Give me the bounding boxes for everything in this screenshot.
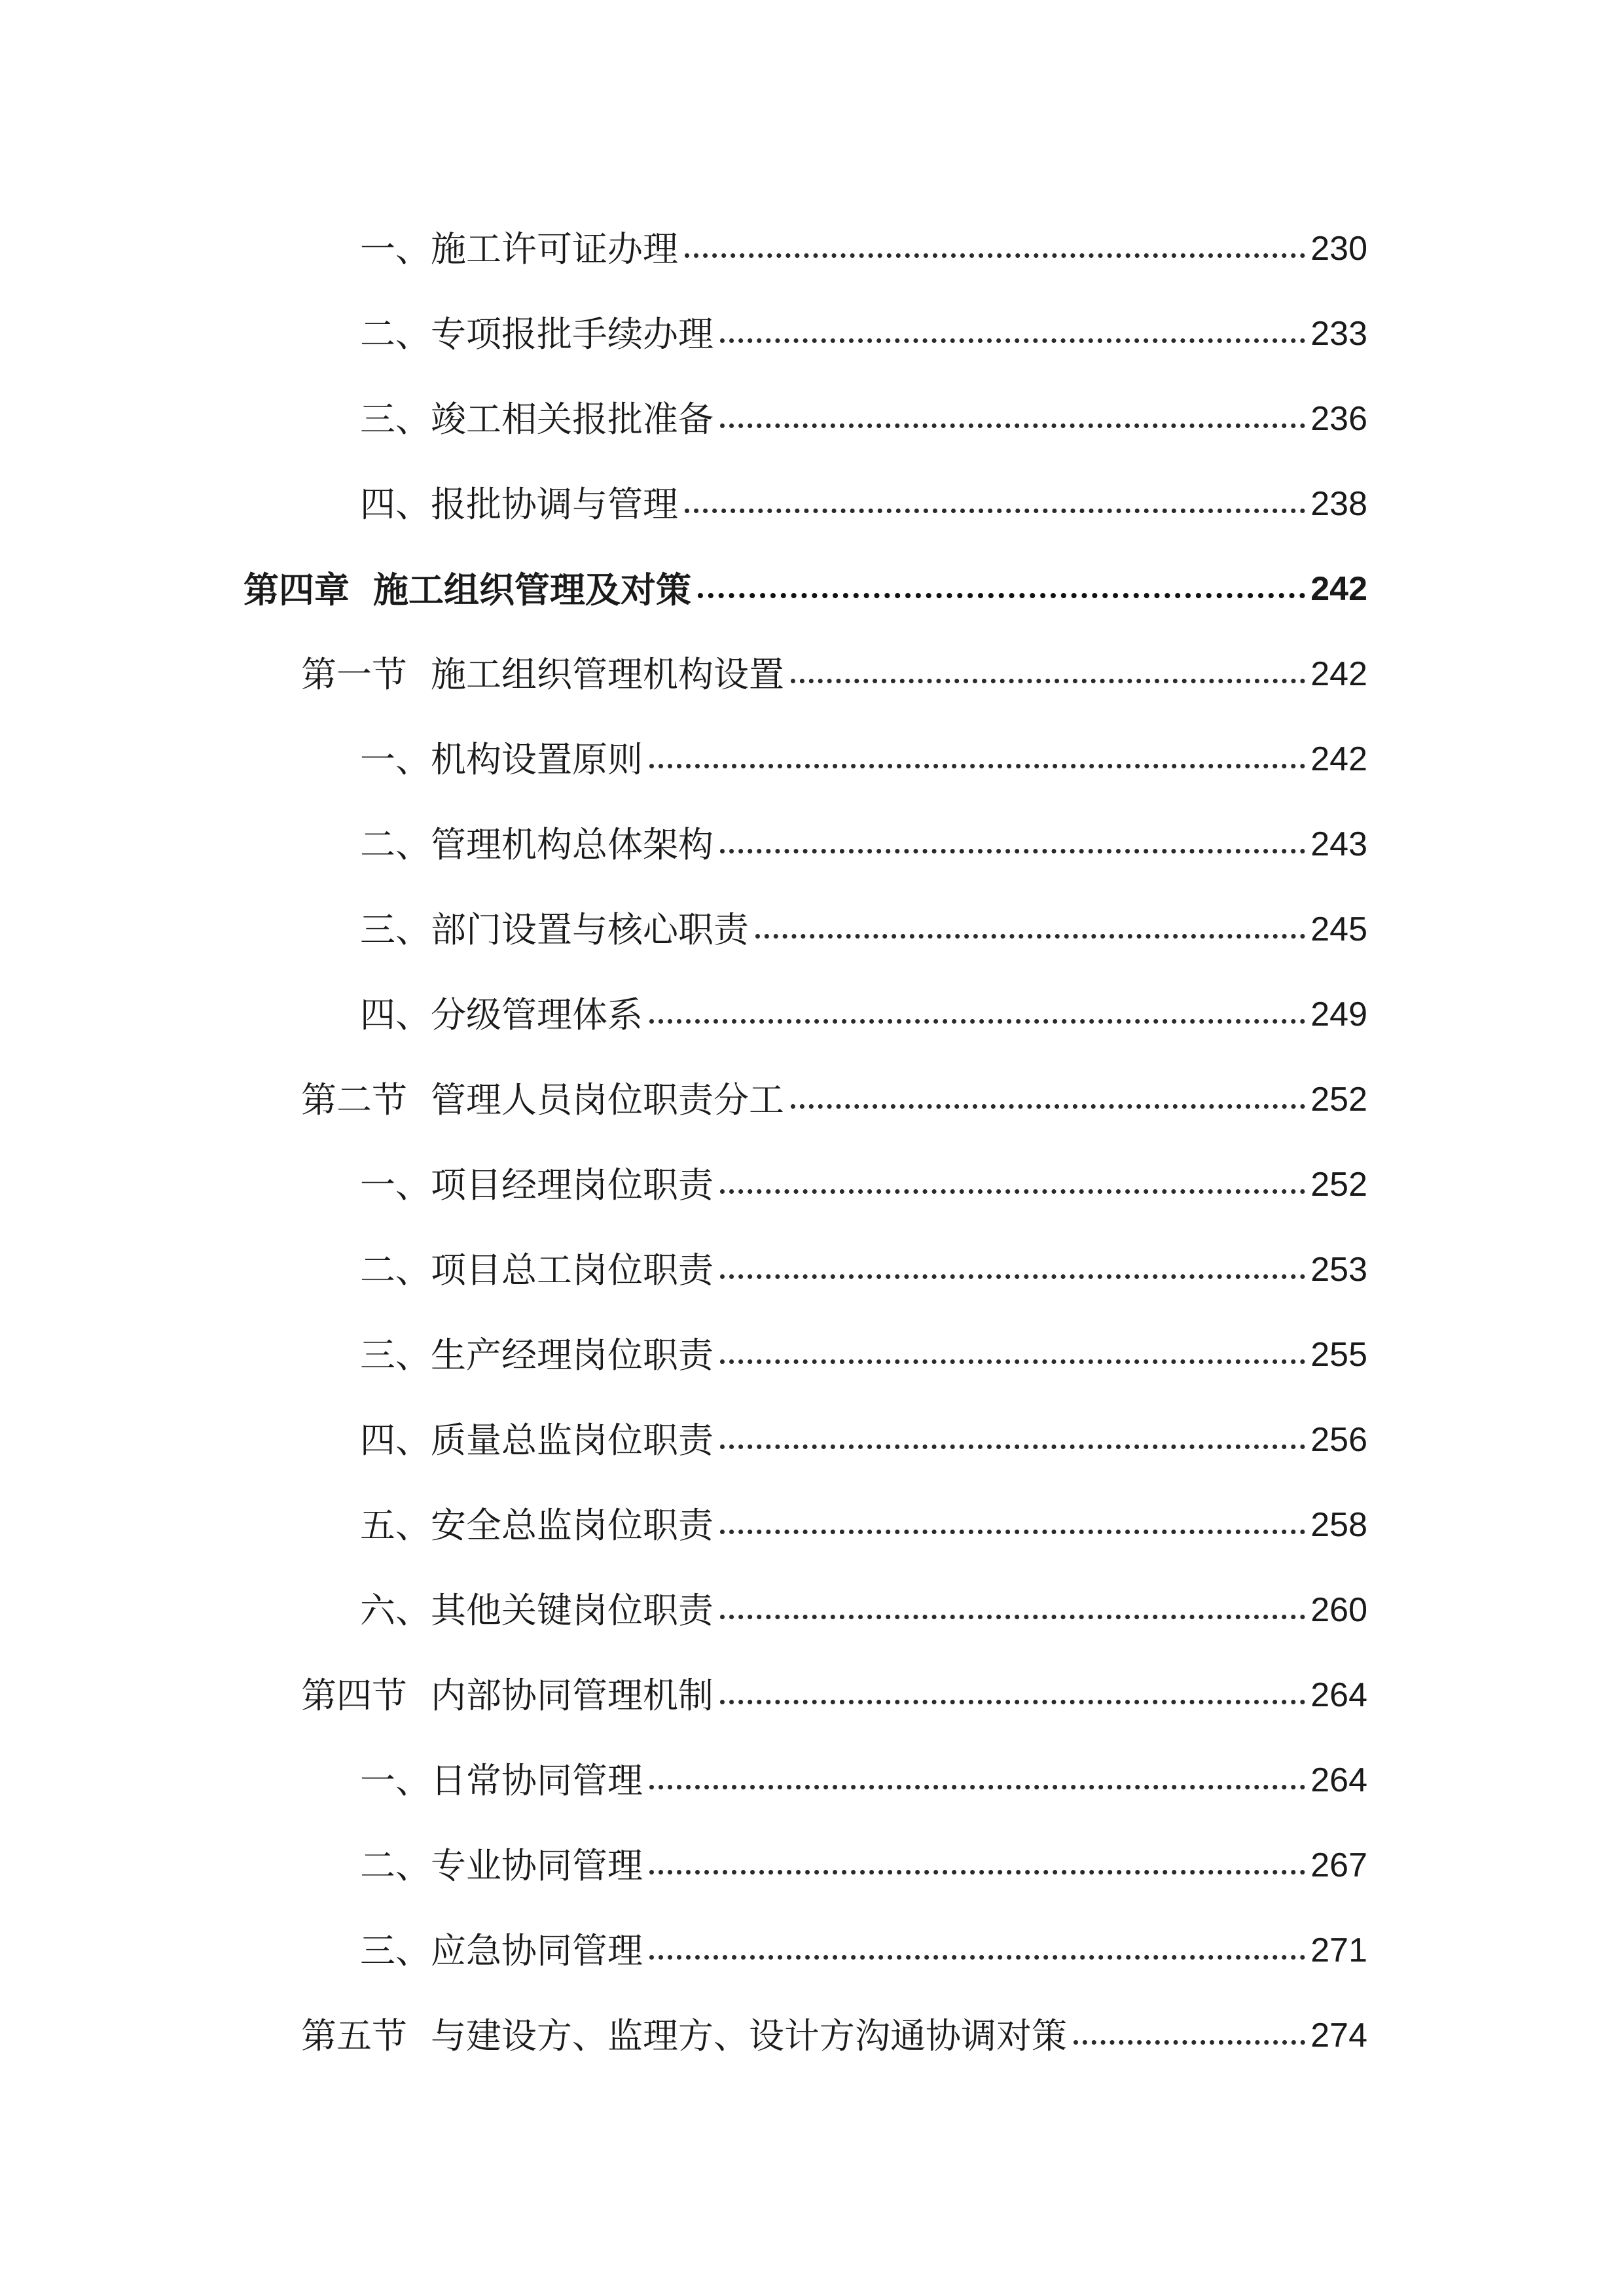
toc-entry-title: 一、施工许可证办理 bbox=[360, 228, 678, 270]
dot-leader bbox=[649, 1019, 1305, 1024]
toc-entry-title: 二、专项报批手续办理 bbox=[360, 314, 713, 355]
toc-entry-title: 四、报批协调与管理 bbox=[360, 484, 678, 525]
toc-entry-title: 三、部门设置与核心职责 bbox=[360, 909, 749, 950]
toc-entry-page: 267 bbox=[1310, 1846, 1367, 1884]
dot-leader bbox=[685, 253, 1305, 258]
toc-entry-title: 四、分级管理体系 bbox=[360, 994, 643, 1035]
toc-entry-page: 242 bbox=[1310, 740, 1367, 778]
dot-leader bbox=[649, 764, 1305, 768]
toc-entry-page: 243 bbox=[1310, 825, 1367, 863]
toc-entry-title: 四、质量总监岗位职责 bbox=[360, 1420, 713, 1461]
chapter-number: 第四章 bbox=[244, 569, 350, 611]
toc-section-entry[interactable] bbox=[301, 1657, 1367, 1716]
toc-entry-page: 274 bbox=[1310, 2017, 1367, 2054]
toc-chapter-entry[interactable] bbox=[244, 551, 1367, 610]
toc-entry[interactable] bbox=[360, 891, 1367, 950]
dot-leader bbox=[649, 1955, 1305, 1960]
dot-leader bbox=[698, 593, 1305, 598]
toc-entry-title: 一、机构设置原则 bbox=[360, 739, 643, 780]
toc-entry-page: 253 bbox=[1310, 1251, 1367, 1289]
toc-entry-title: 五、安全总监岗位职责 bbox=[360, 1505, 713, 1546]
toc-entry-page: 260 bbox=[1310, 1591, 1367, 1629]
toc-entry-title: 二、项目总工岗位职责 bbox=[360, 1249, 713, 1291]
toc-entry-page: 242 bbox=[1310, 570, 1367, 608]
toc-entry[interactable] bbox=[360, 1742, 1367, 1801]
toc-entry-page: 264 bbox=[1310, 1676, 1367, 1714]
toc-section-entry[interactable] bbox=[301, 1998, 1367, 2056]
toc-entry-page: 258 bbox=[1310, 1506, 1367, 1544]
toc-entry-title bbox=[244, 569, 691, 611]
toc-entry-page: 238 bbox=[1310, 485, 1367, 523]
dot-leader bbox=[720, 1615, 1305, 1619]
toc-entry-title bbox=[301, 1675, 713, 1716]
toc-entry-page: 252 bbox=[1310, 1081, 1367, 1119]
toc-entry-page: 249 bbox=[1310, 996, 1367, 1033]
dot-leader bbox=[720, 423, 1305, 428]
toc-entry-page: 245 bbox=[1310, 910, 1367, 948]
toc-entry[interactable] bbox=[360, 1147, 1367, 1206]
toc-entry[interactable] bbox=[360, 466, 1367, 525]
toc-entry-title: 六、其他关键岗位职责 bbox=[360, 1590, 713, 1631]
chapter-label: 施工组织管理及对策 bbox=[373, 569, 691, 611]
toc-entry-page: 236 bbox=[1310, 400, 1367, 438]
dot-leader bbox=[720, 1274, 1305, 1279]
toc-entry-page: 230 bbox=[1310, 230, 1367, 268]
toc-section-entry[interactable] bbox=[301, 1062, 1367, 1121]
section-number: 第一节 bbox=[301, 654, 407, 695]
toc-entry-title: 三、竣工相关报批准备 bbox=[360, 399, 713, 440]
toc-entry-page: 242 bbox=[1310, 655, 1367, 693]
dot-leader bbox=[685, 509, 1305, 513]
toc-entry-page: 233 bbox=[1310, 315, 1367, 353]
dot-leader bbox=[791, 1104, 1305, 1109]
toc-entry[interactable] bbox=[360, 1487, 1367, 1546]
toc-entry-title: 一、项目经理岗位职责 bbox=[360, 1164, 713, 1206]
section-number: 第四节 bbox=[301, 1675, 407, 1716]
dot-leader bbox=[720, 1700, 1305, 1704]
dot-leader bbox=[755, 934, 1305, 939]
dot-leader bbox=[720, 1444, 1305, 1449]
toc-entry[interactable] bbox=[360, 1317, 1367, 1376]
dot-leader bbox=[720, 849, 1305, 853]
section-label: 内部协同管理机制 bbox=[431, 1675, 713, 1716]
section-label: 管理人员岗位职责分工 bbox=[431, 1079, 784, 1121]
toc-entry[interactable] bbox=[360, 721, 1367, 780]
dot-leader bbox=[791, 679, 1305, 683]
toc-entry-title: 三、生产经理岗位职责 bbox=[360, 1335, 713, 1376]
toc-entry-title: 二、管理机构总体架构 bbox=[360, 824, 713, 865]
toc-entry[interactable] bbox=[360, 1572, 1367, 1631]
section-number: 第二节 bbox=[301, 1079, 407, 1121]
toc-entry[interactable] bbox=[360, 381, 1367, 440]
toc-entry-title: 三、应急协同管理 bbox=[360, 1930, 643, 1971]
toc-entry[interactable] bbox=[360, 1827, 1367, 1886]
dot-leader bbox=[649, 1870, 1305, 1874]
toc-entry[interactable] bbox=[360, 1232, 1367, 1291]
section-number: 第五节 bbox=[301, 2015, 407, 2056]
toc-entry[interactable] bbox=[360, 296, 1367, 355]
dot-leader bbox=[720, 1189, 1305, 1194]
toc-entry-page: 271 bbox=[1310, 1931, 1367, 1969]
toc-entry-title: 二、专业协同管理 bbox=[360, 1845, 643, 1886]
dot-leader bbox=[649, 1785, 1305, 1789]
dot-leader bbox=[720, 1359, 1305, 1364]
toc-section-entry[interactable] bbox=[301, 636, 1367, 695]
toc-entry-page: 256 bbox=[1310, 1421, 1367, 1459]
dot-leader bbox=[1074, 2040, 1305, 2045]
toc-entry-page: 252 bbox=[1310, 1166, 1367, 1204]
toc-entry[interactable] bbox=[360, 977, 1367, 1035]
toc-entry[interactable] bbox=[360, 211, 1367, 270]
dot-leader bbox=[720, 338, 1305, 343]
toc-entry-title bbox=[301, 654, 784, 695]
toc-entry-page: 264 bbox=[1310, 1761, 1367, 1799]
toc-entry-title: 一、日常协同管理 bbox=[360, 1760, 643, 1801]
section-label: 施工组织管理机构设置 bbox=[431, 654, 784, 695]
toc-entry-title bbox=[301, 2015, 1067, 2056]
toc-entry[interactable] bbox=[360, 1912, 1367, 1971]
toc-entry-title bbox=[301, 1079, 784, 1121]
toc-entry[interactable] bbox=[360, 1402, 1367, 1461]
toc-entry-page: 255 bbox=[1310, 1336, 1367, 1374]
dot-leader bbox=[720, 1530, 1305, 1534]
section-label: 与建设方、监理方、设计方沟通协调对策 bbox=[431, 2015, 1067, 2056]
toc-entry[interactable] bbox=[360, 806, 1367, 865]
